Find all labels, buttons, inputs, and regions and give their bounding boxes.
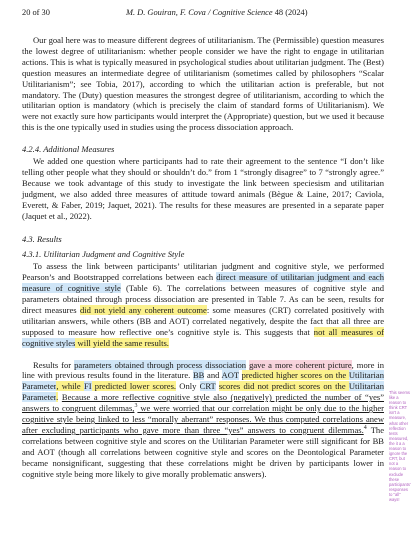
running-head-authors: M. D. Gouiran, F. Cova / Cognitive Science <box>126 8 273 17</box>
highlight-blue: Utilitarian Parameter <box>22 370 384 392</box>
text-run: and <box>204 370 222 381</box>
subsection-heading-cognitive-style: 4.3.1. Utilitarian Judgment and Cognitive Style <box>22 249 185 260</box>
underlined-text: we were worried that our correlation might be only due to the higher cognitive style being linked to less “morally aberrant” responses. We thus computed correlations anew after excluding participants who gave more than three “yes” answers to congruent dilemmas. <box>22 403 384 435</box>
text-run: To assess the link between participants’ utilitarian judgment and cognitive style, we performed Pearson’s and Bootstrapped correlations between each <box>22 261 384 283</box>
text-run: , more in line with previous results found in the literature. <box>22 359 384 381</box>
highlight-blue: parameters obtained through process dissociation <box>74 359 247 370</box>
running-head-volume: 48 (2024) <box>272 8 308 17</box>
running-head <box>126 8 308 17</box>
text-run: Only <box>176 381 200 392</box>
highlight-blue: FI <box>83 381 92 392</box>
text-run: : some measures (CRT) correlated positively with utilitarian answers, while others (BB and AOT) correlated negatively, despite the fact that all three are supposed to measure how reflective one’s cognitive style is. This suggests that <box>22 304 384 337</box>
highlight-pink: gave a more coherent picture <box>249 359 352 370</box>
highlight-blue: CRT <box>199 381 216 392</box>
text-run: Results for <box>33 359 75 370</box>
highlight-blue: direct measure of utilitarian judgment and each measure of cognitive style <box>22 272 384 294</box>
footnote-ref-3[interactable]: 3 <box>134 403 138 410</box>
text-run: (Table 6). The correlations between measures of cognitive style and parameters obtained through process dissociation are presented in Table 7. As can be seen, results for direct measures <box>22 283 384 315</box>
page-header <box>22 8 392 22</box>
footnote-ref-4[interactable]: 4 <box>363 425 367 432</box>
highlight-yellow: will yield the same results. <box>75 337 169 348</box>
page-number: 20 of 30 <box>22 8 50 17</box>
paragraph-additional-measures: We added one question where participants had to rate their agreement to the sentence “I don’t like telling other people what they should or shouldn’t do.” from 1 “strongly disagree” to 7 “strongly agree.” Because we took advantage of this study to investigate the link between speciesism and utilitarian judgment, we also added three measures of attitude toward animals (Bègue & Laine, 2017; Caviola, Everett, & Faber, 2019; Jaquet, 2021). The results for these measures are presented in a separate paper (Jaquet et al., 2022). <box>22 156 384 221</box>
highlight-yellow: scores did not predict scores on the <box>218 381 349 392</box>
paragraph-utilitarianism-degrees: Our goal here was to measure different degrees of utilitarianism. The (Permissible) question measures the lowest degree of utilitarianism: whether people consider we have the right to engage in utilitarian actions. This is what is typically measured in psychological studies about utilitarian judgment. The (Best) question measures an intermediate degree of utilitarianism (sometimes called by philosophers “Scalar Utilitarianism”; see Tobia, 2017), according to which the utilitarian action is preferable, but not mandatory. The (Duty) question measures the strongest degree of utilitarianism, according to which the utilitarian option is mandatory (which is precisely the claim of standard forms of Utilitarianism). We were not exactly sure how participants would interpret the (Appropriate) question, but we used it because this is the one typically used in studies using the process dissociation approach. <box>22 35 384 133</box>
paragraph-correlations <box>22 261 384 348</box>
highlight-blue: BB <box>192 370 205 381</box>
highlight-yellow: did not yield any coherent outcome <box>79 304 207 315</box>
highlight-yellow: not all measures of <box>313 326 384 337</box>
text-run: The correlations between cognitive style and scores on the Utilitarian Parameter were still significant for BB and AOT (though all correlations between cognitive style and scores on the Deontological Parameter became nonsignificant, suggesting that these correlations might be driven by participants lower in cognitive style being more likely to give morally problematic answers). <box>22 425 384 479</box>
underlined-text: Because a more reflective cognitive style also (negatively) predicted the number of “yes” answers to congruent dilemmas, <box>22 392 385 414</box>
body-text <box>22 35 384 480</box>
margin-annotation-note[interactable]: This seems like a reason to think CRT isn't a measure, what other reflection tests measured, the it a a reason to ignore the CRT, but not a reason to exclude these participants' responses to "all" ways! <box>389 390 411 502</box>
highlight-yellow: . <box>56 392 59 403</box>
highlight-yellow: , while <box>56 381 84 392</box>
highlight-yellow: predicted higher scores on the <box>241 370 349 381</box>
section-heading-additional-measures: 4.2.4. Additional Measures <box>22 144 115 155</box>
paragraph-process-dissociation <box>22 360 384 480</box>
highlight-yellow: predicted lower scores. <box>91 381 177 392</box>
section-heading-results: 4.3. Results <box>22 233 62 244</box>
highlight-blue: Utilitarian Parameter <box>22 381 384 403</box>
highlight-blue: cognitive styles <box>22 337 76 348</box>
highlight-blue: AOT <box>221 370 239 381</box>
